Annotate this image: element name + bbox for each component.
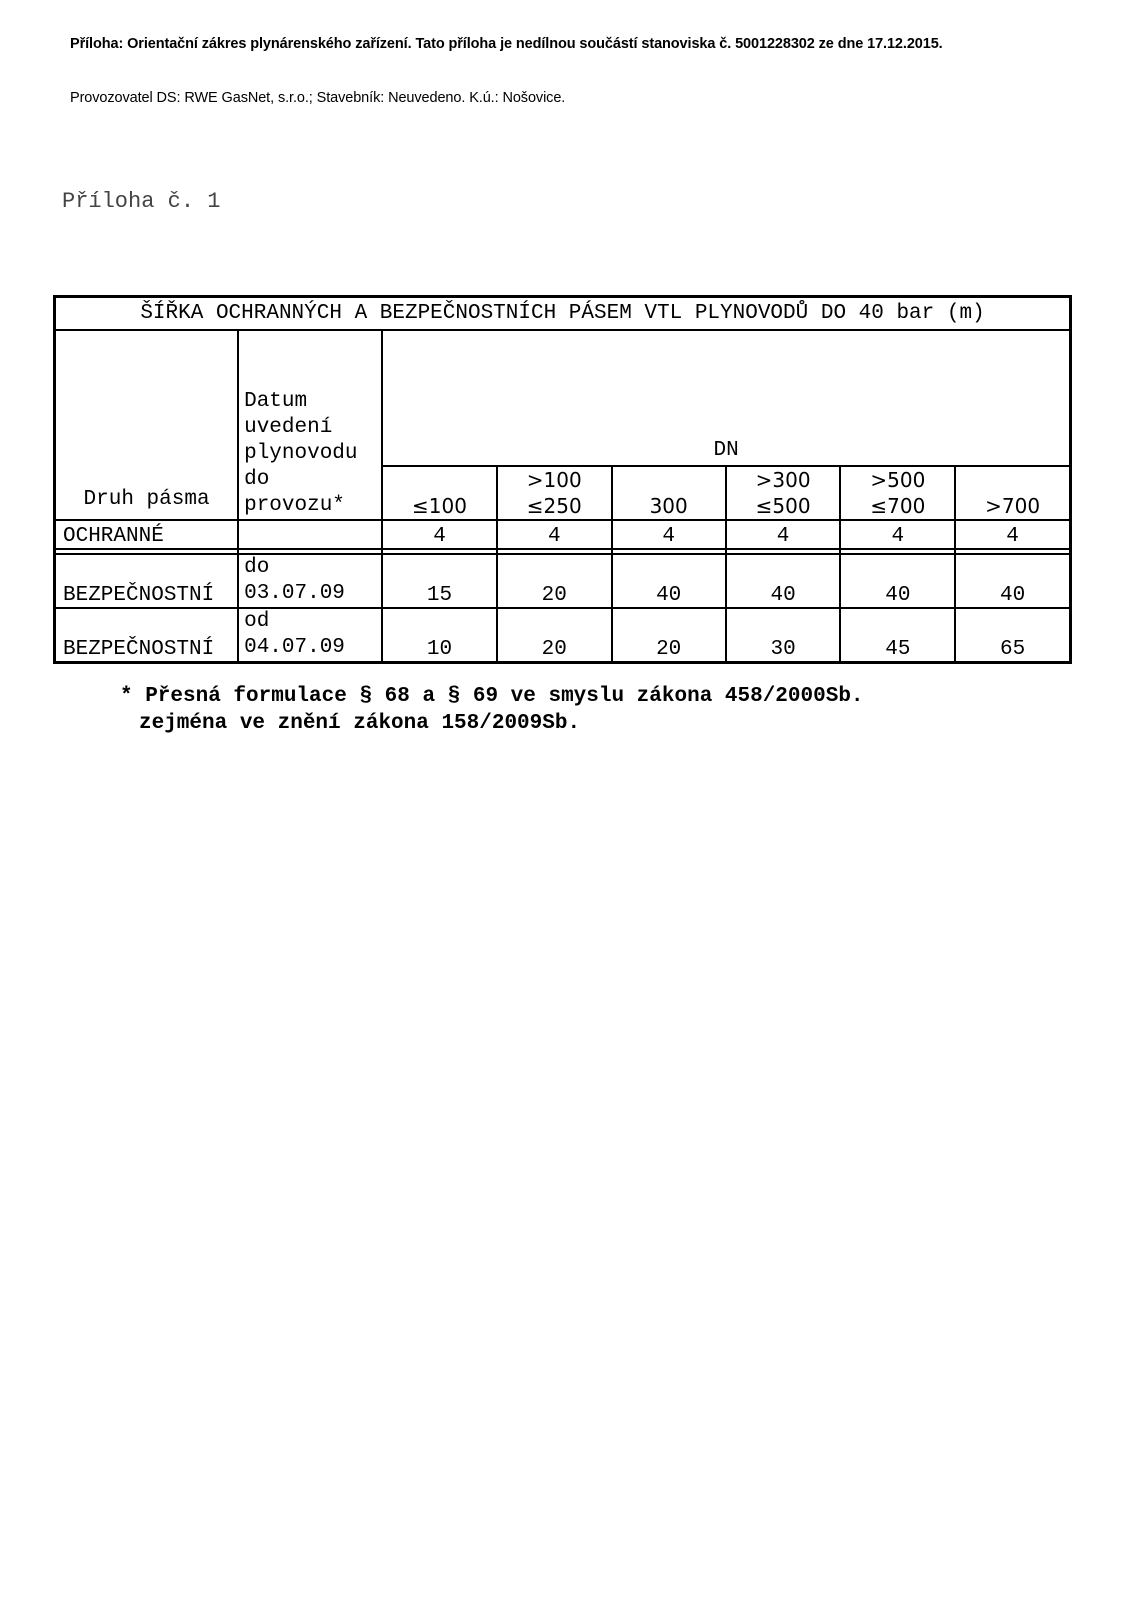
dn-range-header [840,466,955,520]
width-value-cell: 4 [955,520,1070,549]
dn-range-line: ≤250 [526,494,582,518]
column-header-zone-type: Druh pásma [55,330,239,520]
operator-line: Provozovatel DS: RWE GasNet, s.r.o.; Stavebník: Neuvedeno. K.ú.: Nošovice. [70,90,566,106]
column-header-dn: DN [382,330,1070,466]
dn-range-header [612,466,726,520]
width-value-cell: 20 [497,554,612,608]
width-value-cell: 40 [612,554,726,608]
footnote-line: zejména ve znění zákona 158/2009Sb. [139,712,581,735]
zone-type-cell: OCHRANNÉ [55,520,239,549]
footnote-line: * Přesná formulace § 68 a § 69 ve smyslu zákona 458/2000Sb. [120,685,864,708]
date-qualifier: do [244,556,270,579]
width-value-cell: 10 [382,608,497,663]
date-qualifier: od [244,610,270,633]
date-value: 04.07.09 [244,636,345,659]
date-header-line: uvedení [244,416,333,439]
dn-range-line: >100 [526,468,582,492]
attachment-header: Příloha: Orientační zákres plynárenského zařízení. Tato příloha je nedílnou součástí stanoviska č. 5001228302 ze dne 17.12.2015. [70,36,943,52]
width-value-cell: 40 [726,554,841,608]
width-value-cell: 45 [840,608,955,663]
date-header-line: provozu* [244,494,345,517]
width-value-cell: 30 [726,608,841,663]
date-cell [238,520,382,549]
width-value-cell: 15 [382,554,497,608]
date-cell [238,608,382,663]
date-header-line: do [244,468,270,491]
width-value-cell: 20 [497,608,612,663]
dn-range-line: ≤500 [755,494,811,518]
dn-range-header [955,466,1070,520]
date-header-line: Datum [244,390,308,413]
date-cell [238,554,382,608]
width-value-cell: 4 [840,520,955,549]
dn-range-line: ≤100 [412,494,467,518]
dn-range-header [382,466,497,520]
dn-range-line: >500 [870,468,926,492]
zone-type-cell: BEZPEČNOSTNÍ [55,554,239,608]
annex-label: Příloha č. 1 [62,189,221,214]
table-row [55,554,1071,608]
zone-type-cell: BEZPEČNOSTNÍ [55,608,239,663]
table-title: ŠÍŘKA OCHRANNÝCH A BEZPEČNOSTNÍCH PÁSEM VTL PLYNOVODŮ DO 40 bar (m) [55,297,1071,331]
width-value-cell: 40 [840,554,955,608]
table-row [55,520,1071,549]
width-value-cell: 40 [955,554,1070,608]
width-value-cell: 65 [955,608,1070,663]
dn-range-header [726,466,841,520]
protection-zones-table [53,295,1072,664]
dn-range-line: >300 [755,468,811,492]
date-value: 03.07.09 [244,582,345,605]
width-value-cell: 4 [382,520,497,549]
width-value-cell: 4 [497,520,612,549]
footnote [120,683,864,737]
width-value-cell: 4 [612,520,726,549]
date-header-line: plynovodu [244,442,358,465]
dn-range-header [497,466,612,520]
column-header-commission-date [238,330,382,520]
width-value-cell: 20 [612,608,726,663]
width-value-cell: 4 [726,520,841,549]
dn-range-line: ≤700 [870,494,926,518]
table-row [55,608,1071,663]
dn-range-line: 300 [649,494,688,518]
dn-range-line: >700 [985,494,1041,518]
